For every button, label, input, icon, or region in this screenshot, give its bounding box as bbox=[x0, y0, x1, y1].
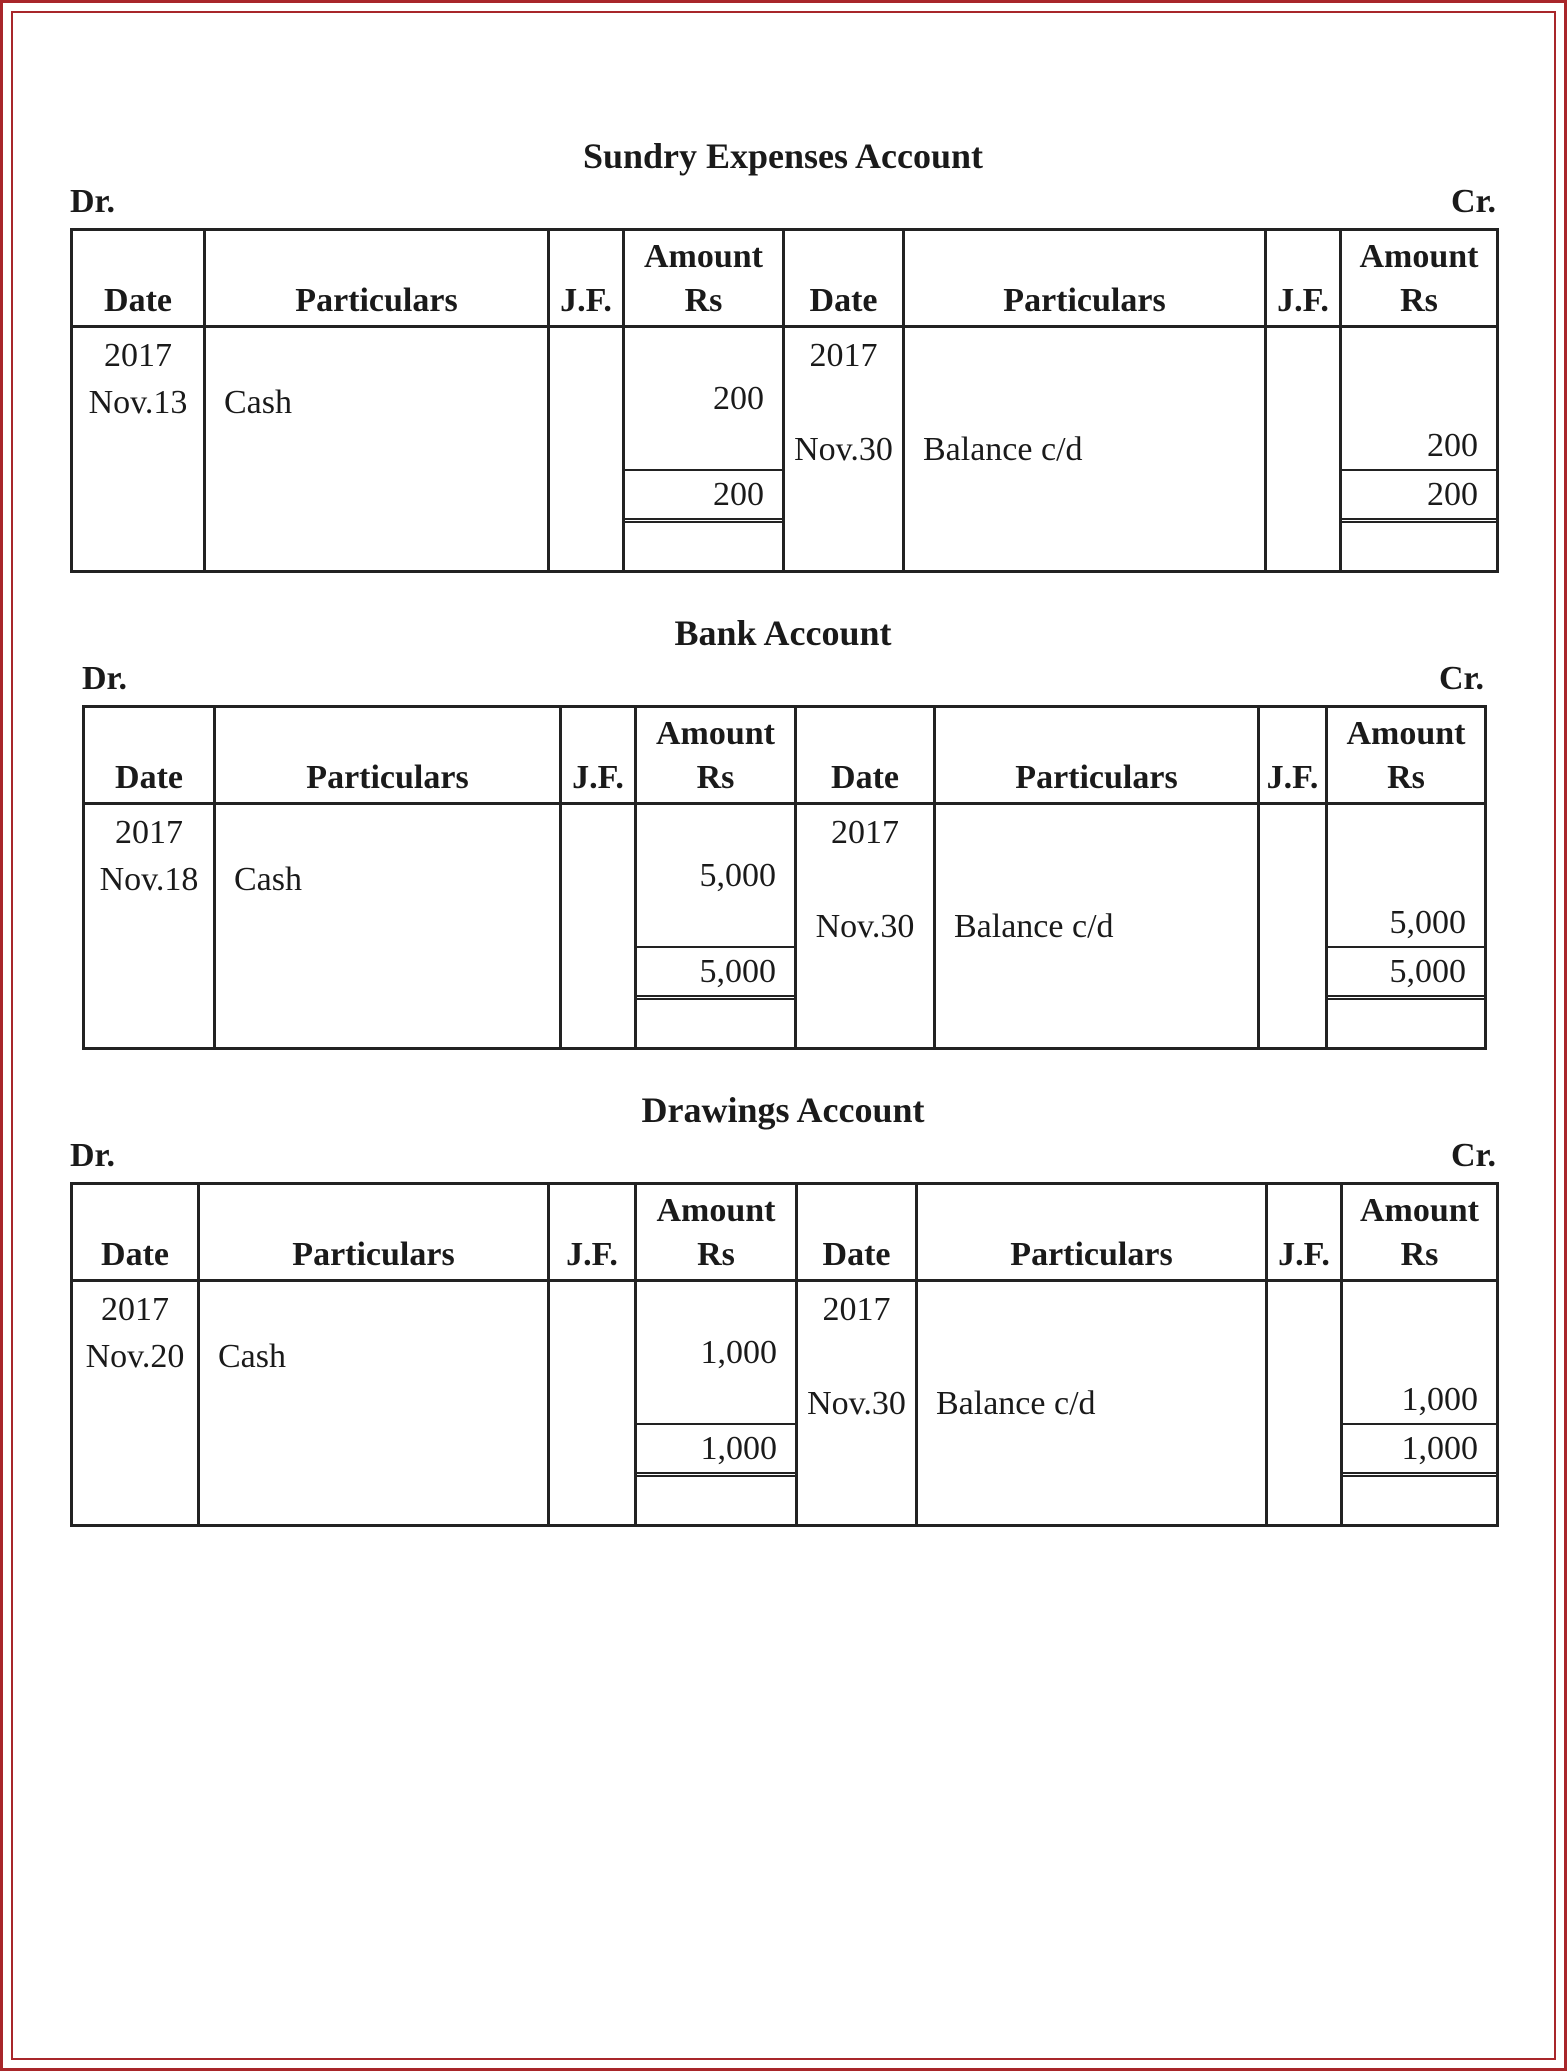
debit-double-rule bbox=[625, 518, 782, 570]
debit-label: Dr. bbox=[82, 660, 128, 697]
debit-amount: 200 bbox=[713, 380, 764, 417]
debit-amount-cell bbox=[624, 327, 784, 572]
account-title: Sundry Expenses Account bbox=[582, 136, 984, 176]
credit-date-cell bbox=[784, 327, 904, 572]
ledger-body-row bbox=[72, 327, 1498, 572]
credit-date: Nov.30 bbox=[794, 430, 893, 468]
debit-particulars: Cash bbox=[218, 1337, 286, 1375]
credit-particulars: Balance c/d bbox=[936, 1384, 1096, 1422]
debit-jf-cell bbox=[549, 327, 624, 572]
debit-double-rule bbox=[637, 995, 794, 1047]
credit-jf-header: J.F. bbox=[1267, 1184, 1342, 1281]
debit-date: Nov.20 bbox=[85, 1337, 185, 1375]
credit-amount-cell bbox=[1341, 327, 1498, 572]
credit-year: 2017 bbox=[831, 813, 899, 851]
credit-jf-cell bbox=[1267, 1281, 1342, 1526]
ledger-body-row bbox=[84, 804, 1486, 1049]
debit-amount-header: Amount Rs bbox=[636, 1184, 797, 1281]
ledger-table bbox=[70, 228, 1499, 573]
credit-date-header: Date bbox=[784, 230, 904, 327]
debit-date-header: Date bbox=[72, 230, 205, 327]
credit-date-header: Date bbox=[796, 707, 935, 804]
debit-date-cell bbox=[84, 804, 215, 1049]
credit-double-rule bbox=[1342, 518, 1496, 570]
credit-particulars: Balance c/d bbox=[954, 907, 1114, 945]
debit-year: 2017 bbox=[101, 1290, 169, 1328]
credit-year: 2017 bbox=[809, 336, 878, 374]
debit-jf-header: J.F. bbox=[561, 707, 636, 804]
credit-double-rule bbox=[1343, 1472, 1496, 1524]
debit-amount-cell bbox=[636, 1281, 797, 1526]
debit-year: 2017 bbox=[104, 336, 172, 374]
credit-label: Cr. bbox=[1450, 183, 1496, 220]
credit-year: 2017 bbox=[822, 1290, 891, 1328]
account-title: Drawings Account bbox=[641, 1090, 925, 1130]
credit-amount-cell bbox=[1327, 804, 1486, 1049]
credit-double-rule bbox=[1328, 995, 1484, 1047]
debit-particulars-cell bbox=[215, 804, 561, 1049]
credit-date-cell bbox=[797, 1281, 917, 1526]
credit-particulars-cell bbox=[935, 804, 1259, 1049]
debit-particulars-cell bbox=[199, 1281, 549, 1526]
credit-date: Nov.30 bbox=[807, 1384, 906, 1422]
debit-particulars: Cash bbox=[224, 383, 292, 421]
debit-date-cell bbox=[72, 1281, 199, 1526]
credit-particulars-header: Particulars bbox=[935, 707, 1259, 804]
debit-total: 200 bbox=[625, 469, 782, 518]
credit-date: Nov.30 bbox=[815, 907, 915, 945]
credit-particulars-header: Particulars bbox=[917, 1184, 1267, 1281]
credit-label: Cr. bbox=[1438, 660, 1484, 697]
credit-date-header: Date bbox=[797, 1184, 917, 1281]
debit-particulars-header: Particulars bbox=[199, 1184, 549, 1281]
debit-label: Dr. bbox=[70, 1137, 116, 1174]
drawings-account bbox=[70, 1089, 1496, 1524]
bank-account bbox=[82, 612, 1484, 1047]
debit-jf-header: J.F. bbox=[549, 230, 624, 327]
sundry-expenses-account bbox=[70, 135, 1496, 570]
debit-date-header: Date bbox=[72, 1184, 199, 1281]
debit-date: Nov.13 bbox=[88, 383, 188, 421]
debit-particulars: Cash bbox=[234, 860, 302, 898]
debit-date: Nov.18 bbox=[99, 860, 199, 898]
credit-jf-header: J.F. bbox=[1266, 230, 1341, 327]
header-row bbox=[72, 230, 1498, 327]
ledger-table bbox=[70, 1182, 1499, 1527]
debit-year: 2017 bbox=[115, 813, 183, 851]
header-row bbox=[72, 1184, 1498, 1281]
debit-jf-cell bbox=[561, 804, 636, 1049]
credit-amount-header: Amount Rs bbox=[1342, 1184, 1498, 1281]
debit-amount-header: Amount Rs bbox=[624, 230, 784, 327]
credit-jf-cell bbox=[1259, 804, 1327, 1049]
credit-amount: 5,000 bbox=[1389, 904, 1466, 941]
debit-double-rule bbox=[637, 1472, 795, 1524]
credit-label: Cr. bbox=[1450, 1137, 1496, 1174]
debit-amount: 1,000 bbox=[700, 1334, 777, 1371]
debit-particulars-cell bbox=[205, 327, 549, 572]
debit-jf-cell bbox=[549, 1281, 636, 1526]
debit-label: Dr. bbox=[70, 183, 116, 220]
debit-amount-cell bbox=[636, 804, 796, 1049]
credit-total: 200 bbox=[1342, 469, 1496, 518]
credit-amount: 1,000 bbox=[1401, 1381, 1478, 1418]
ledger-table bbox=[82, 705, 1487, 1050]
credit-particulars-cell bbox=[917, 1281, 1267, 1526]
credit-amount-header: Amount Rs bbox=[1341, 230, 1498, 327]
credit-total: 1,000 bbox=[1343, 1423, 1496, 1472]
credit-jf-cell bbox=[1266, 327, 1341, 572]
credit-particulars-cell bbox=[904, 327, 1266, 572]
credit-amount-header: Amount Rs bbox=[1327, 707, 1486, 804]
credit-date-cell bbox=[796, 804, 935, 1049]
debit-total: 1,000 bbox=[637, 1423, 795, 1472]
debit-jf-header: J.F. bbox=[549, 1184, 636, 1281]
header-row bbox=[84, 707, 1486, 804]
credit-total: 5,000 bbox=[1328, 946, 1484, 995]
debit-total: 5,000 bbox=[637, 946, 794, 995]
debit-date-header: Date bbox=[84, 707, 215, 804]
debit-amount: 5,000 bbox=[699, 857, 776, 894]
debit-amount-header: Amount Rs bbox=[636, 707, 796, 804]
credit-amount-cell bbox=[1342, 1281, 1498, 1526]
ledger-body-row bbox=[72, 1281, 1498, 1526]
credit-amount: 200 bbox=[1427, 427, 1478, 464]
credit-particulars: Balance c/d bbox=[923, 430, 1083, 468]
credit-jf-header: J.F. bbox=[1259, 707, 1327, 804]
account-title: Bank Account bbox=[674, 613, 892, 653]
credit-particulars-header: Particulars bbox=[904, 230, 1266, 327]
debit-particulars-header: Particulars bbox=[205, 230, 549, 327]
debit-date-cell bbox=[72, 327, 205, 572]
debit-particulars-header: Particulars bbox=[215, 707, 561, 804]
